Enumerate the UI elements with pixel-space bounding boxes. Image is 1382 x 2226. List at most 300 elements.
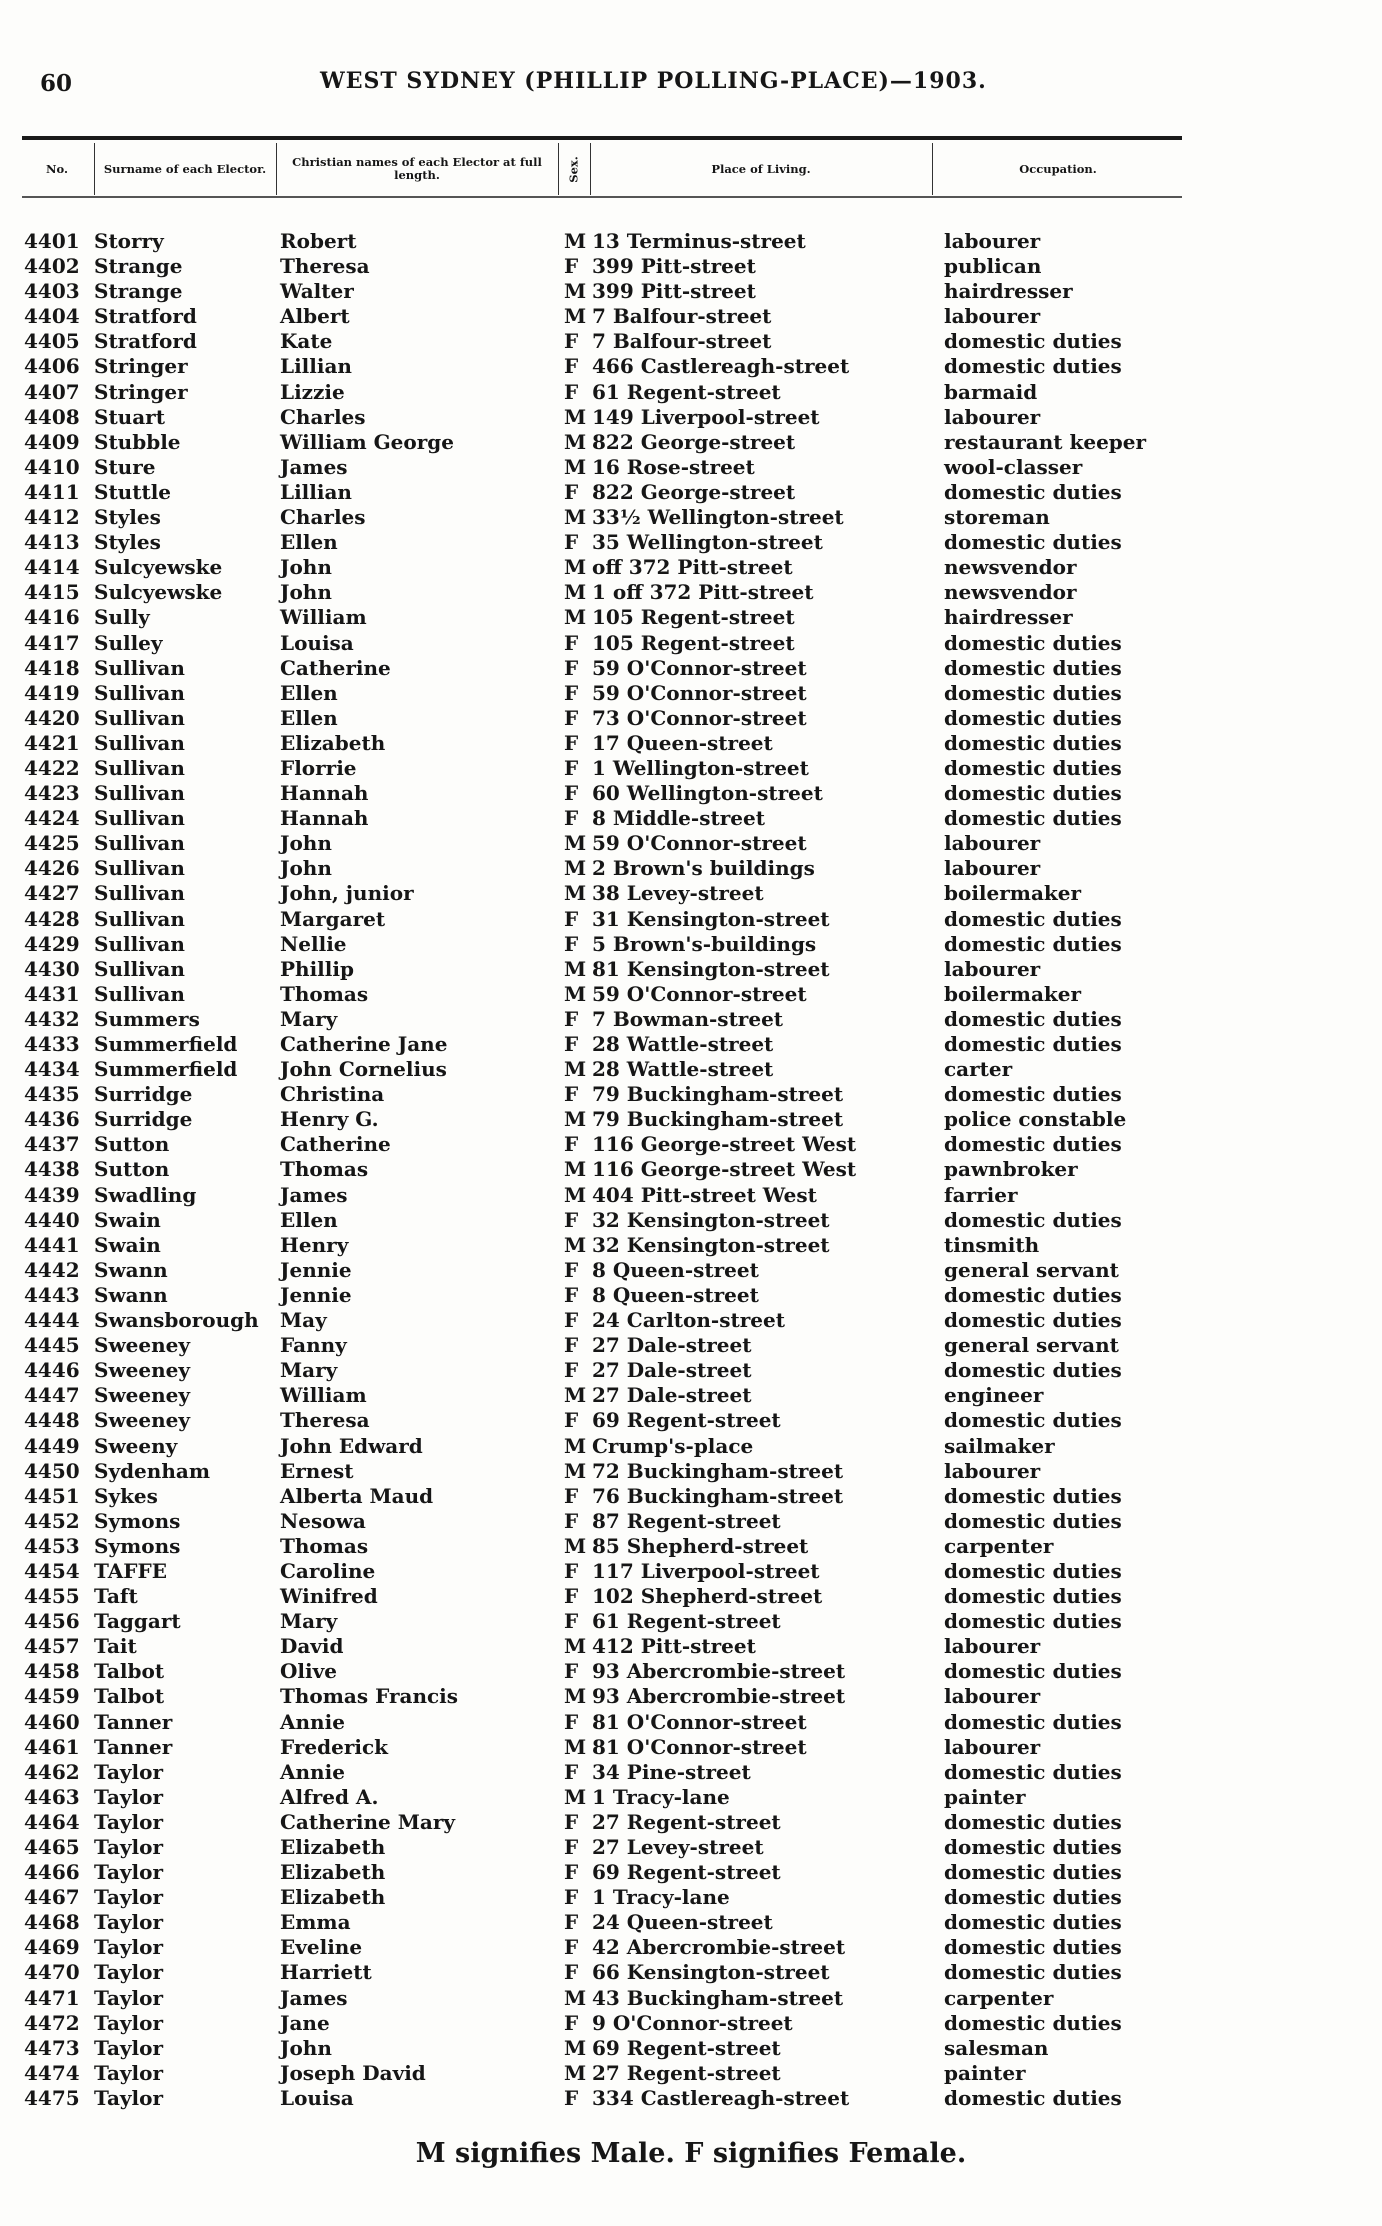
occupation: domestic duties (944, 806, 1122, 831)
sex: F (564, 379, 579, 404)
surname: Strange (94, 254, 183, 279)
christian-names: Louisa (280, 2085, 354, 2110)
occupation: domestic duties (944, 1935, 1122, 1960)
place-of-living: 79 Buckingham-street (592, 1082, 844, 1107)
occupation: domestic duties (944, 1006, 1122, 1031)
table-row (22, 1333, 1182, 1358)
surname: Strange (94, 279, 183, 304)
elector-number: 4414 (24, 555, 80, 580)
place-of-living: 32 Kensington-street (592, 1207, 830, 1232)
sex: M (564, 605, 587, 630)
elector-number: 4439 (24, 1182, 80, 1207)
elector-number: 4455 (24, 1584, 80, 1609)
place-of-living: 93 Abercrombie-street (592, 1684, 846, 1709)
table-row (22, 329, 1182, 354)
place-of-living: 66 Kensington-street (592, 1960, 830, 1985)
table-row (22, 1082, 1182, 1107)
table-row (22, 1157, 1182, 1182)
place-of-living: 69 Regent-street (592, 1408, 781, 1433)
table-row (22, 354, 1182, 379)
sex: F (564, 931, 579, 956)
place-of-living: 102 Shepherd-street (592, 1584, 823, 1609)
surname: Symons (94, 1508, 181, 1533)
occupation: domestic duties (944, 680, 1122, 705)
surname: Talbot (94, 1659, 165, 1684)
elector-number: 4474 (24, 2060, 80, 2085)
occupation: domestic duties (944, 329, 1122, 354)
place-of-living: 105 Regent-street (592, 605, 795, 630)
sex: F (564, 1885, 579, 1910)
sex: F (564, 1584, 579, 1609)
table-row (22, 530, 1182, 555)
surname: Sweeney (94, 1358, 190, 1383)
sex: F (564, 1282, 579, 1307)
surname: Sydenham (94, 1458, 210, 1483)
elector-number: 4469 (24, 1935, 80, 1960)
table-row (22, 1710, 1182, 1735)
place-of-living: 42 Abercrombie-street (592, 1935, 846, 1960)
top-rule (22, 136, 1182, 140)
surname: Taylor (94, 1784, 164, 1809)
elector-number: 4428 (24, 906, 80, 931)
christian-names: Ellen (280, 680, 338, 705)
table-row (22, 856, 1182, 881)
place-of-living: 8 Middle-street (592, 806, 765, 831)
elector-number: 4460 (24, 1709, 80, 1734)
occupation: labourer (944, 1634, 1041, 1659)
place-of-living: 7 Bowman-street (592, 1006, 784, 1031)
place-of-living: 87 Regent-street (592, 1508, 781, 1533)
surname: Swain (94, 1207, 161, 1232)
occupation: hairdresser (944, 605, 1073, 630)
elector-number: 4423 (24, 781, 80, 806)
occupation: labourer (944, 1734, 1041, 1759)
surname: Talbot (94, 1684, 165, 1709)
surname: Sully (94, 605, 150, 630)
table-row (22, 1358, 1182, 1383)
sex: F (564, 730, 579, 755)
surname: Sture (94, 454, 156, 479)
place-of-living: 35 Wellington-street (592, 530, 823, 555)
elector-number: 4433 (24, 1032, 80, 1056)
surname: Sullivan (94, 906, 185, 931)
elector-number: 4464 (24, 1809, 80, 1834)
surname: Symons (94, 1533, 181, 1558)
christian-names: Emma (280, 1910, 351, 1935)
christian-names: Phillip (280, 956, 354, 981)
sex: F (564, 1835, 579, 1859)
sex: F (564, 806, 579, 831)
occupation: labourer (944, 1684, 1041, 1709)
surname: Tait (94, 1634, 137, 1659)
elector-number: 4416 (24, 605, 80, 630)
table-row (22, 1609, 1182, 1634)
elector-number: 4427 (24, 881, 80, 906)
sex: M (564, 1182, 587, 1207)
place-of-living: 7 Balfour-street (592, 329, 772, 354)
surname: Stringer (94, 379, 188, 404)
christian-names: John (280, 2035, 332, 2060)
christian-names: James (280, 1985, 348, 2010)
table-row (22, 656, 1182, 681)
place-of-living: 27 Dale-street (592, 1358, 752, 1383)
place-of-living: 17 Queen-street (592, 730, 773, 755)
table-row (22, 1810, 1182, 1835)
table-row (22, 1885, 1182, 1910)
christian-names: Henry (280, 1232, 349, 1257)
christian-names: Mary (280, 1006, 338, 1031)
elector-number: 4446 (24, 1358, 80, 1383)
surname: Sullivan (94, 705, 185, 730)
surname: Sulcyewske (94, 580, 223, 605)
christian-names: Lillian (280, 479, 352, 504)
occupation: farrier (944, 1182, 1018, 1207)
occupation: salesman (944, 2035, 1049, 2060)
place-of-living: 8 Queen-street (592, 1257, 759, 1282)
sex: F (564, 1860, 579, 1885)
occupation: police constable (944, 1107, 1127, 1132)
elector-list (22, 229, 1182, 2111)
surname: Stringer (94, 354, 188, 379)
christian-names: Theresa (280, 254, 370, 279)
table-row (22, 1659, 1182, 1684)
place-of-living: 1 off 372 Pitt-street (592, 580, 814, 605)
surname: TAFFE (94, 1558, 167, 1583)
table-row (22, 1484, 1182, 1509)
occupation: boilermaker (944, 981, 1082, 1006)
surname: Sullivan (94, 831, 185, 856)
surname: Swain (94, 1232, 161, 1257)
place-of-living: 116 George-street West (592, 1157, 857, 1182)
occupation: domestic duties (944, 1609, 1122, 1634)
surname: Sutton (94, 1132, 170, 1157)
sex: M (564, 279, 587, 304)
surname: Sweeney (94, 1408, 190, 1433)
place-of-living: 73 O'Connor-street (592, 705, 807, 730)
elector-number: 4418 (24, 655, 80, 680)
occupation: newsvendor (944, 555, 1077, 580)
table-row (22, 1986, 1182, 2011)
christian-names: Charles (280, 404, 366, 429)
christian-names: Elizabeth (280, 1885, 386, 1910)
sex: M (564, 1985, 587, 2010)
elector-number: 4467 (24, 1885, 80, 1910)
occupation: publican (944, 254, 1042, 279)
elector-number: 4408 (24, 404, 80, 429)
occupation: domestic duties (944, 1558, 1122, 1583)
occupation: domestic duties (944, 730, 1122, 755)
surname: Swadling (94, 1182, 197, 1207)
occupation: hairdresser (944, 279, 1073, 304)
sex: M (564, 881, 587, 906)
occupation: domestic duties (944, 1809, 1122, 1834)
occupation: domestic duties (944, 1835, 1122, 1859)
surname: Taylor (94, 1835, 164, 1859)
occupation: domestic duties (944, 1960, 1122, 1985)
occupation: domestic duties (944, 1584, 1122, 1609)
surname: Taylor (94, 1935, 164, 1960)
sex: F (564, 1308, 579, 1333)
occupation: domestic duties (944, 1207, 1122, 1232)
sex: M (564, 1784, 587, 1809)
sex: F (564, 2010, 579, 2035)
table-row (22, 982, 1182, 1007)
place-of-living: 28 Wattle-street (592, 1057, 774, 1082)
sex: F (564, 1207, 579, 1232)
christian-names: Catherine Jane (280, 1032, 448, 1056)
sex: F (564, 680, 579, 705)
sex: F (564, 1759, 579, 1784)
table-row (22, 1910, 1182, 1935)
place-of-living: 27 Dale-street (592, 1333, 752, 1358)
sex: F (564, 1809, 579, 1834)
sex: M (564, 404, 587, 429)
table-row (22, 1534, 1182, 1559)
sex: M (564, 505, 587, 530)
occupation: engineer (944, 1383, 1044, 1408)
christian-names: Albert (280, 304, 350, 329)
surname: Stratford (94, 329, 197, 354)
surname: Sweeney (94, 1383, 190, 1408)
christian-names: William (280, 605, 367, 630)
christian-names: Ellen (280, 530, 338, 555)
table-row (22, 1408, 1182, 1433)
elector-number: 4437 (24, 1132, 80, 1157)
elector-number: 4466 (24, 1860, 80, 1885)
page-title: WEST SYDNEY (PHILLIP POLLING-PLACE)—1903. (320, 68, 987, 94)
place-of-living: 81 Kensington-street (592, 956, 830, 981)
place-of-living: 24 Carlton-street (592, 1308, 785, 1333)
elector-number: 4434 (24, 1057, 80, 1082)
place-of-living: 16 Rose-street (592, 454, 755, 479)
table-row (22, 1132, 1182, 1157)
occupation: domestic duties (944, 1860, 1122, 1885)
table-row (22, 555, 1182, 580)
place-of-living: 1 Tracy-lane (592, 1784, 730, 1809)
occupation: domestic duties (944, 1659, 1122, 1684)
occupation: labourer (944, 404, 1041, 429)
surname: Sullivan (94, 856, 185, 881)
place-of-living: 8 Queen-street (592, 1282, 759, 1307)
elector-number: 4436 (24, 1107, 80, 1132)
surname: Sullivan (94, 655, 185, 680)
surname: Taylor (94, 2010, 164, 2035)
elector-number: 4454 (24, 1558, 80, 1583)
sex: M (564, 856, 587, 881)
sex: M (564, 1734, 587, 1759)
elector-number: 4452 (24, 1508, 80, 1533)
place-of-living: 59 O'Connor-street (592, 655, 807, 680)
place-of-living: 399 Pitt-street (592, 254, 756, 279)
sex: M (564, 1107, 587, 1132)
surname: Surridge (94, 1082, 193, 1107)
place-of-living: 93 Abercrombie-street (592, 1659, 846, 1684)
place-of-living: 69 Regent-street (592, 2035, 781, 2060)
place-of-living: 5 Brown's-buildings (592, 931, 817, 956)
table-row (22, 304, 1182, 329)
elector-number: 4444 (24, 1308, 80, 1333)
christian-names: John, junior (280, 881, 414, 906)
sex: F (564, 1508, 579, 1533)
elector-number: 4472 (24, 2010, 80, 2035)
surname: Taylor (94, 1759, 164, 1784)
occupation: domestic duties (944, 1483, 1122, 1508)
table-row (22, 706, 1182, 731)
place-of-living: 1 Wellington-street (592, 755, 809, 780)
occupation: domestic duties (944, 1358, 1122, 1383)
christian-names: Annie (280, 1709, 345, 1734)
elector-number: 4426 (24, 856, 80, 881)
christian-names: Frederick (280, 1734, 388, 1759)
elector-number: 4406 (24, 354, 80, 379)
christian-names: Mary (280, 1609, 338, 1634)
sex: F (564, 329, 579, 354)
header-sex-label: Sex. (566, 155, 581, 183)
elector-number: 4451 (24, 1483, 80, 1508)
sex: M (564, 1057, 587, 1082)
table-row (22, 1208, 1182, 1233)
table-row (22, 1233, 1182, 1258)
place-of-living: 822 George-street (592, 429, 796, 454)
place-of-living: 27 Regent-street (592, 2060, 781, 2085)
table-row (22, 806, 1182, 831)
elector-number: 4435 (24, 1082, 80, 1107)
christian-names: James (280, 1182, 348, 1207)
sex: M (564, 555, 587, 580)
table-row (22, 1107, 1182, 1132)
christian-names: Jane (280, 2010, 330, 2035)
sex: M (564, 1232, 587, 1257)
christian-names: Elizabeth (280, 1860, 386, 1885)
table-row (22, 1559, 1182, 1584)
place-of-living: 72 Buckingham-street (592, 1458, 844, 1483)
table-row (22, 731, 1182, 756)
christian-names: Eveline (280, 1935, 363, 1960)
place-of-living: 32 Kensington-street (592, 1232, 830, 1257)
table-row (22, 405, 1182, 430)
elector-number: 4440 (24, 1207, 80, 1232)
elector-number: 4405 (24, 329, 80, 354)
surname: Storry (94, 229, 164, 253)
surname: Summers (94, 1006, 200, 1031)
place-of-living: 105 Regent-street (592, 630, 795, 655)
table-row (22, 2036, 1182, 2061)
christian-names: Catherine (280, 655, 391, 680)
christian-names: Nellie (280, 931, 347, 956)
table-row (22, 2011, 1182, 2036)
place-of-living: 27 Levey-street (592, 1835, 764, 1859)
occupation: labourer (944, 304, 1041, 329)
elector-number: 4449 (24, 1433, 80, 1458)
elector-number: 4468 (24, 1910, 80, 1935)
sex: F (564, 705, 579, 730)
elector-number: 4459 (24, 1684, 80, 1709)
sex: F (564, 2085, 579, 2110)
elector-number: 4407 (24, 379, 80, 404)
occupation: pawnbroker (944, 1157, 1078, 1182)
christian-names: John (280, 555, 332, 580)
christian-names: Walter (280, 279, 354, 304)
elector-number: 4456 (24, 1609, 80, 1634)
table-row (22, 681, 1182, 706)
sex: F (564, 1257, 579, 1282)
sex: M (564, 1533, 587, 1558)
place-of-living: 27 Regent-street (592, 1809, 781, 1834)
christian-names: Fanny (280, 1333, 347, 1358)
occupation: labourer (944, 856, 1041, 881)
christian-names: Kate (280, 329, 333, 354)
surname: Swann (94, 1282, 168, 1307)
christian-names: William George (280, 429, 454, 454)
elector-number: 4450 (24, 1458, 80, 1483)
christian-names: Robert (280, 229, 357, 253)
occupation: carter (944, 1057, 1013, 1082)
occupation: painter (944, 1784, 1026, 1809)
surname: Sutton (94, 1157, 170, 1182)
place-of-living: 7 Balfour-street (592, 304, 772, 329)
occupation: painter (944, 2060, 1026, 2085)
elector-number: 4401 (24, 229, 80, 253)
sex: F (564, 1609, 579, 1634)
table-row (22, 1283, 1182, 1308)
elector-number: 4421 (24, 730, 80, 755)
sex: M (564, 831, 587, 856)
christian-names: Thomas Francis (280, 1684, 459, 1709)
sex: F (564, 1358, 579, 1383)
occupation: labourer (944, 831, 1041, 856)
sex: F (564, 630, 579, 655)
sex: F (564, 655, 579, 680)
place-of-living: 33½ Wellington-street (592, 505, 844, 530)
christian-names: Christina (280, 1082, 385, 1107)
place-of-living: 149 Liverpool-street (592, 404, 820, 429)
table-row (22, 1634, 1182, 1659)
christian-names: Joseph David (280, 2060, 426, 2085)
place-of-living: Crump's-place (592, 1433, 754, 1458)
christian-names: John Cornelius (280, 1057, 447, 1082)
surname: Taylor (94, 1860, 164, 1885)
table-row (22, 2086, 1182, 2111)
christian-names: Lizzie (280, 379, 345, 404)
elector-number: 4462 (24, 1759, 80, 1784)
sex: M (564, 580, 587, 605)
surname: Taggart (94, 1609, 181, 1634)
table-row (22, 1308, 1182, 1333)
sex: F (564, 906, 579, 931)
sex: F (564, 1659, 579, 1684)
place-of-living: 69 Regent-street (592, 1860, 781, 1885)
occupation: domestic duties (944, 1308, 1122, 1333)
sex: F (564, 1709, 579, 1734)
sex: M (564, 956, 587, 981)
elector-number: 4430 (24, 956, 80, 981)
place-of-living: 28 Wattle-street (592, 1032, 774, 1056)
table-row (22, 1459, 1182, 1484)
elector-number: 4409 (24, 429, 80, 454)
place-of-living: 1 Tracy-lane (592, 1885, 730, 1910)
table-row (22, 1258, 1182, 1283)
surname: Swansborough (94, 1308, 259, 1333)
table-row (22, 254, 1182, 279)
occupation: domestic duties (944, 1282, 1122, 1307)
christian-names: Thomas (280, 1533, 369, 1558)
elector-number: 4443 (24, 1282, 80, 1307)
column-headers (22, 143, 1182, 195)
elector-number: 4465 (24, 1835, 80, 1859)
occupation: domestic duties (944, 2085, 1122, 2110)
elector-number: 4457 (24, 1634, 80, 1659)
sex: M (564, 1433, 587, 1458)
